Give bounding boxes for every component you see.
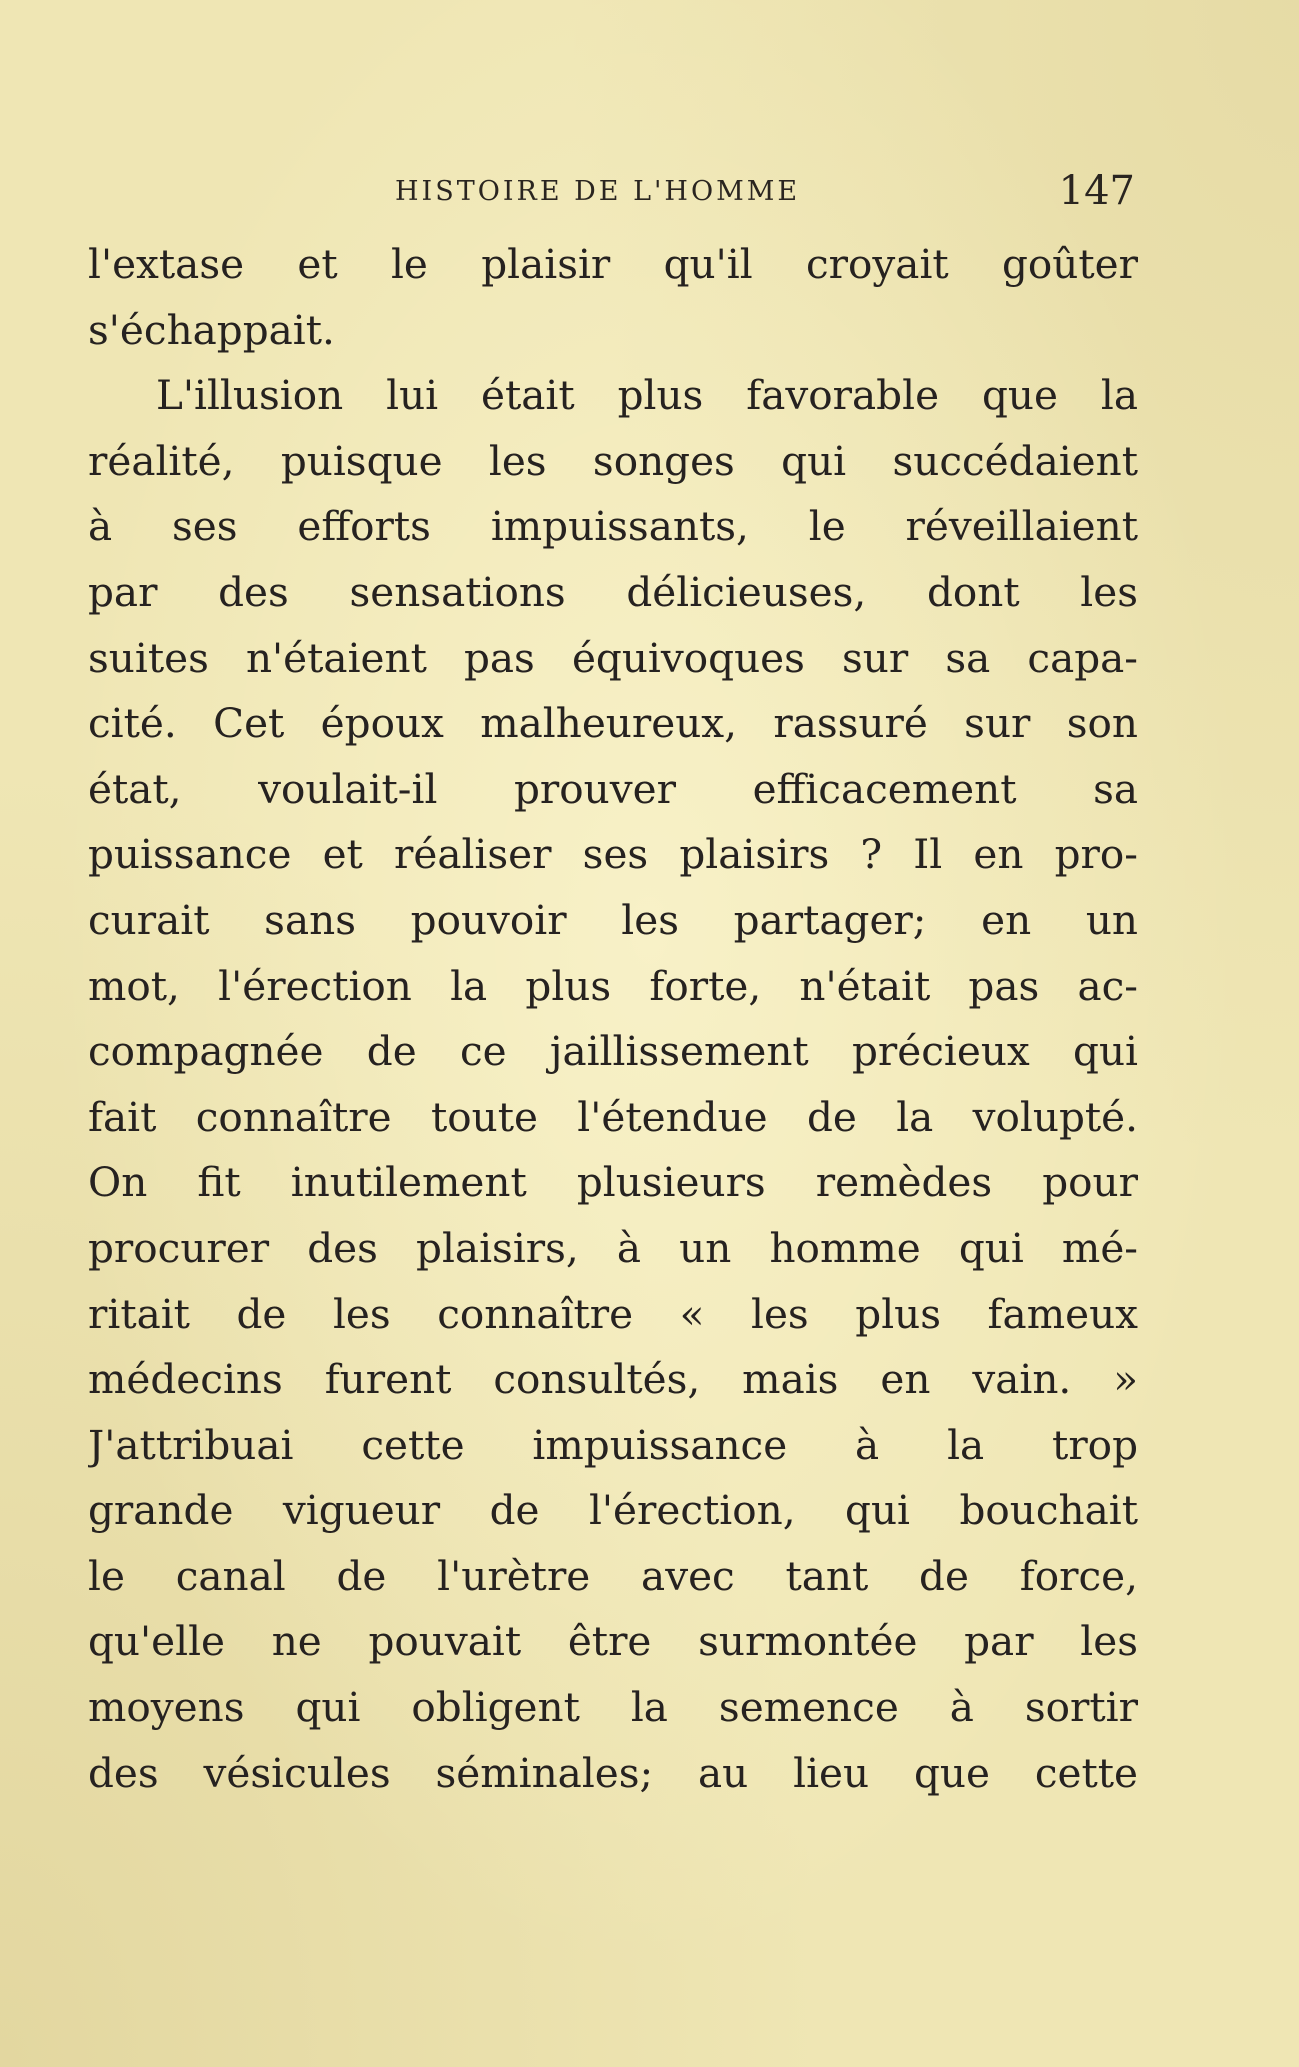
text-line: compagnée de ce jaillissement précieux qui [88, 1027, 1138, 1076]
running-head [100, 168, 1135, 218]
text-line: procurer des plaisirs, à un homme qui mé- [88, 1223, 1138, 1272]
text-line: suites n'étaient pas équivoques sur sa capa- [88, 633, 1138, 682]
text-line: L'illusion lui était plus favorable que la [156, 371, 1138, 420]
running-title: HISTOIRE DE L'HOMME [395, 176, 801, 207]
text-line: cité. Cet époux malheureux, rassuré sur son [88, 699, 1138, 748]
text-line: curait sans pouvoir les partager; en un [88, 895, 1138, 944]
text-line: mot, l'érection la plus forte, n'était pas ac- [88, 961, 1138, 1010]
text-line: J'attribuai cette impuissance à la trop [88, 1420, 1138, 1469]
text-line: réalité, puisque les songes qui succédaient [88, 436, 1138, 485]
text-line: le canal de l'urètre avec tant de force, [88, 1551, 1138, 1600]
text-line: puissance et réaliser ses plaisirs ? Il en pro- [88, 830, 1138, 879]
text-line: On fit inutilement plusieurs remèdes pour [88, 1158, 1138, 1207]
text-line: grande vigueur de l'érection, qui bouchait [88, 1486, 1138, 1535]
text-line: moyens qui obligent la semence à sortir [88, 1683, 1138, 1732]
text-line: à ses efforts impuissants, le réveillaient [88, 502, 1138, 551]
text-line: fait connaître toute l'étendue de la volupté. [88, 1092, 1138, 1141]
text-line: l'extase et le plaisir qu'il croyait goûter [88, 240, 1138, 288]
text-line: s'échappait. [88, 305, 335, 354]
text-line: état, voulait-il prouver efficacement sa [88, 764, 1138, 813]
body-text [88, 232, 1138, 1806]
text-line: qu'elle ne pouvait être surmontée par les [88, 1617, 1138, 1666]
text-line: par des sensations délicieuses, dont les [88, 567, 1138, 616]
text-line: des vésicules séminales; au lieu que cette [88, 1748, 1138, 1797]
page-number: 147 [1058, 168, 1135, 214]
text-line: médecins furent consultés, mais en vain. » [88, 1355, 1138, 1404]
text-line: ritait de les connaître « les plus fameux [88, 1289, 1138, 1338]
